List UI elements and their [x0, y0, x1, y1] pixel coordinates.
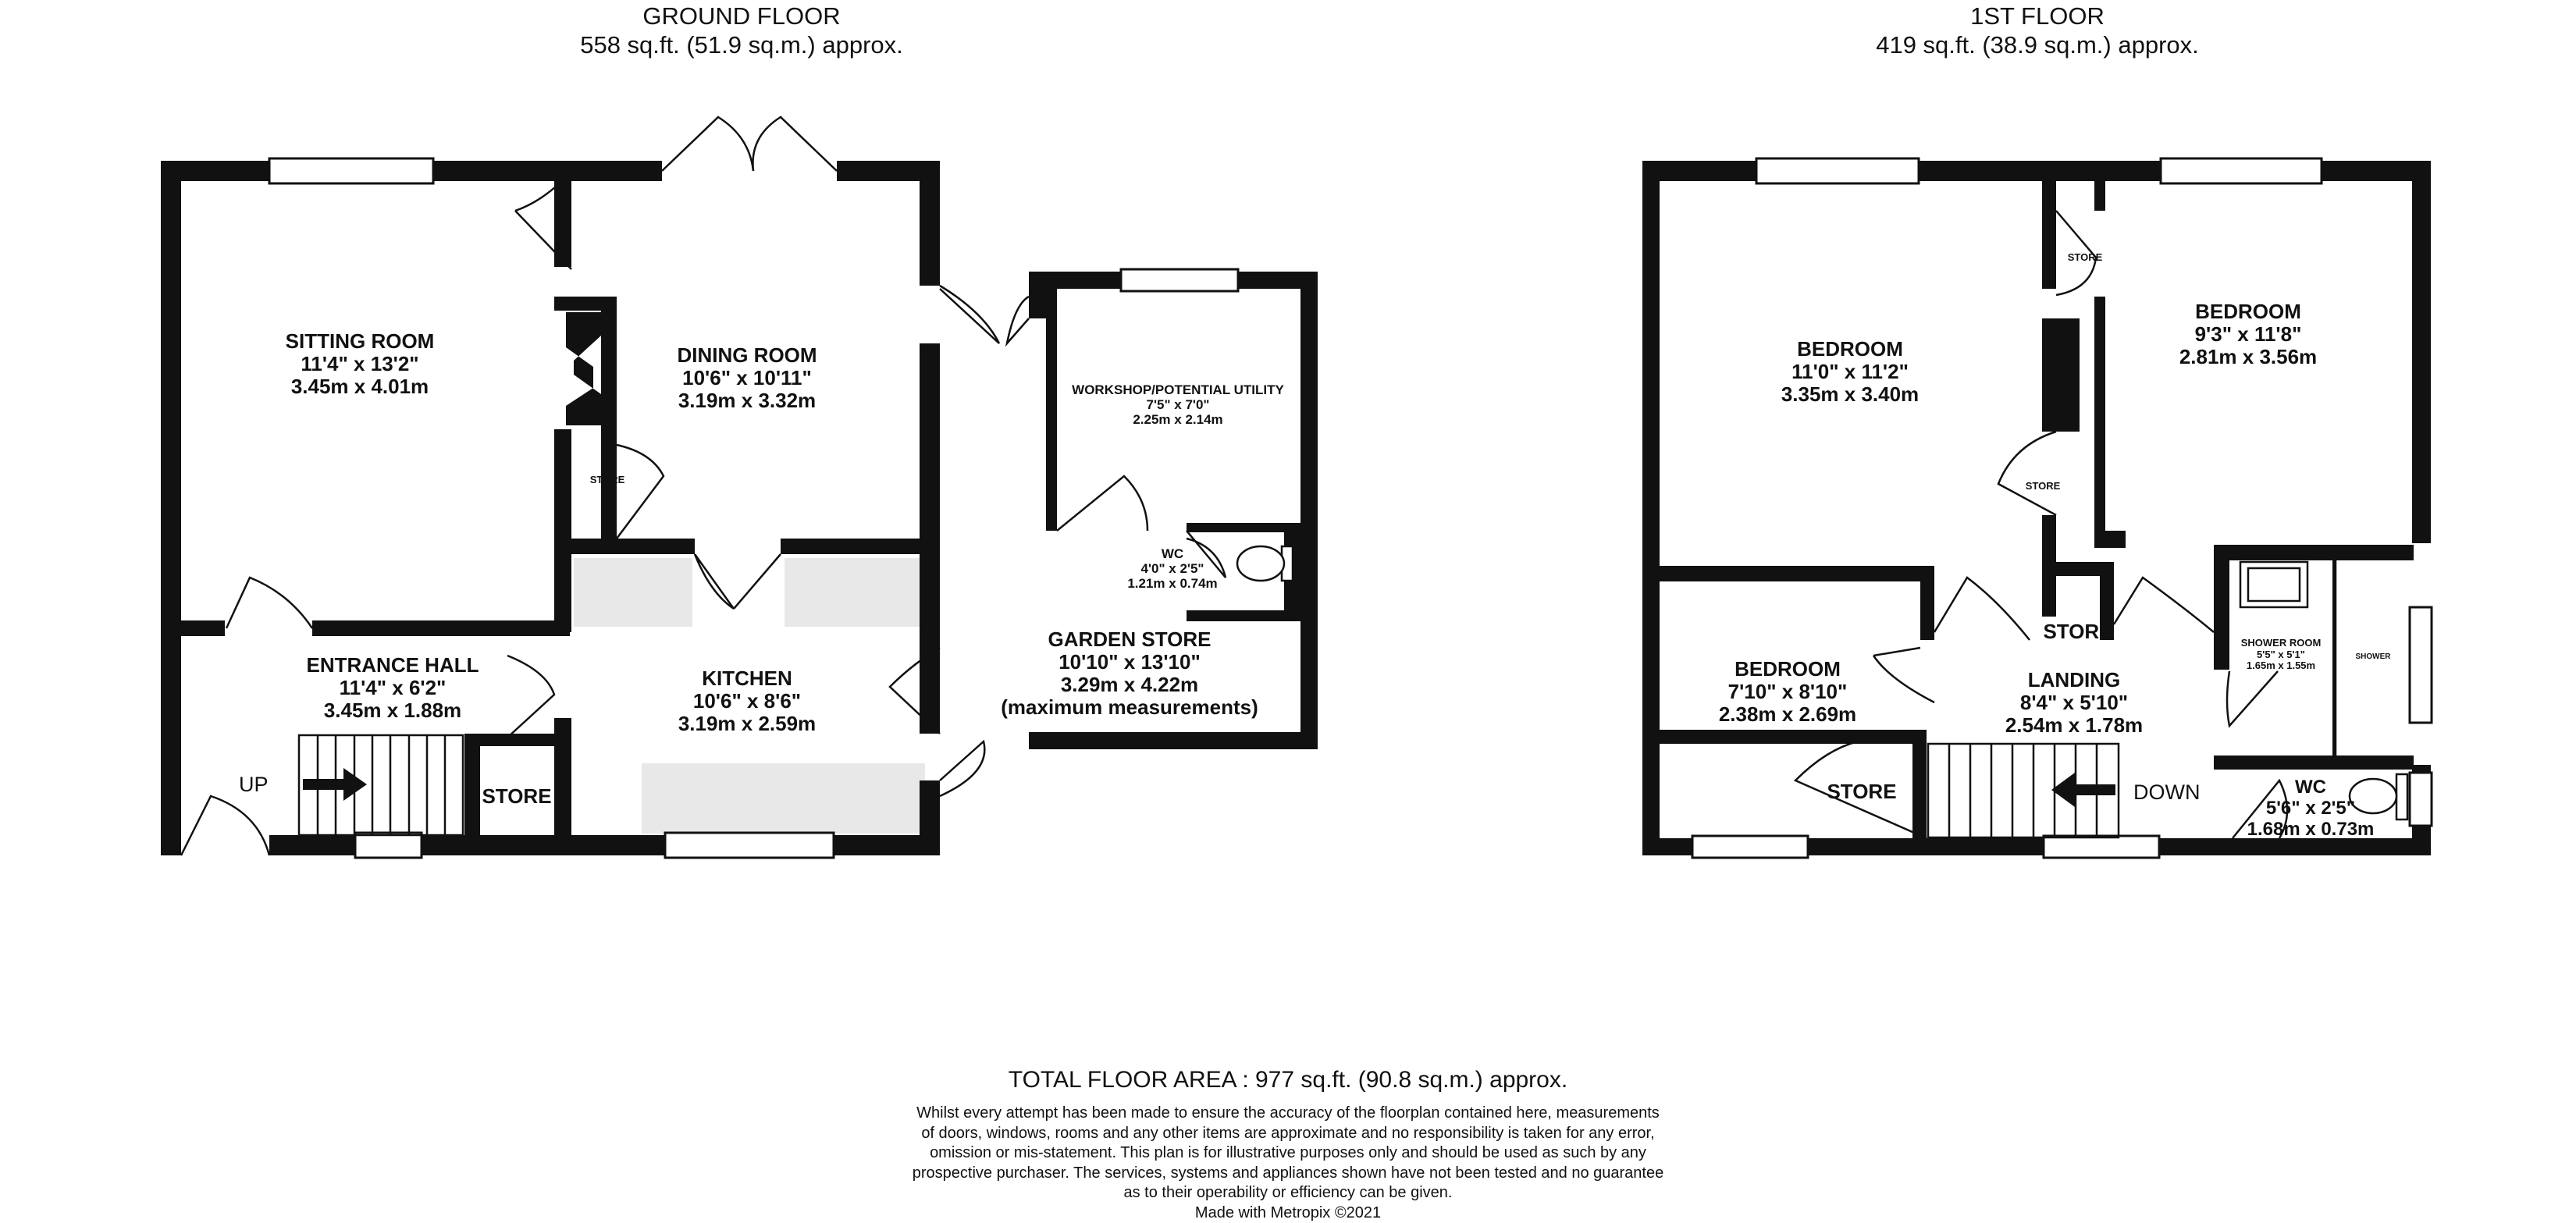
- garden-store-metric: 3.29m x 4.22m: [1001, 674, 1258, 696]
- shower-room-label: [2241, 638, 2322, 672]
- shower-label: [2356, 652, 2391, 661]
- shower-room-name: SHOWER ROOM: [2241, 638, 2322, 649]
- ground-wc-name: WC: [1127, 546, 1217, 561]
- disclaimer-line: omission or mis-statement. This plan is for illustrative purposes only and should be used as such by any: [820, 1143, 1756, 1164]
- metropix-credit: Made with Metropix ©2021: [820, 1203, 1756, 1223]
- first-wc-imperial: 5'6" x 2'5": [2247, 798, 2375, 819]
- shower-name: SHOWER: [2356, 652, 2391, 661]
- garden-store-name: GARDEN STORE: [1001, 628, 1258, 651]
- shower-room-imperial: 5'5" x 5'1": [2241, 649, 2322, 661]
- first-wc-metric: 1.68m x 0.73m: [2247, 819, 2375, 841]
- sitting-room-imperial: 11'4" x 13'2": [286, 353, 435, 375]
- landing-label: [2005, 669, 2143, 737]
- outbuilding-doors: [1007, 297, 1226, 578]
- entrance-hall-name: ENTRANCE HALL: [307, 654, 479, 677]
- disclaimer: [820, 1104, 1756, 1223]
- first-floor-walls: [1642, 161, 2431, 855]
- ground-store-small-name: STORE: [590, 475, 625, 486]
- first-wc-name: WC: [2247, 777, 2375, 798]
- ground-floor-plan: [161, 117, 1318, 858]
- ground-wc-label: [1127, 546, 1217, 591]
- bedroom2-imperial: 9'3" x 11'8": [2179, 323, 2317, 346]
- workshop-name: WORKSHOP/POTENTIAL UTILITY: [1072, 382, 1284, 397]
- disclaimer-line: Whilst every attempt has been made to ensure the accuracy of the floorplan contained here, measurements: [820, 1104, 1756, 1124]
- kitchen-metric: 3.19m x 2.59m: [678, 713, 816, 735]
- ground-store-hall-label: [482, 785, 551, 808]
- kitchen-imperial: 10'6" x 8'6": [678, 690, 816, 713]
- ground-floor-doors: [181, 117, 999, 855]
- bedroom2-metric: 2.81m x 3.56m: [2179, 346, 2317, 368]
- dining-room-imperial: 10'6" x 10'11": [677, 367, 817, 389]
- workshop-metric: 2.25m x 2.14m: [1072, 412, 1284, 427]
- first-floor-area: 419 sq.ft. (38.9 sq.m.) approx.: [1803, 30, 2272, 59]
- bedroom3-metric: 2.38m x 2.69m: [1719, 703, 1856, 726]
- first-wc-label: [2247, 777, 2375, 841]
- bedroom2-label: [2179, 300, 2317, 368]
- disclaimer-line: as to their operability or efficiency can be given.: [820, 1183, 1756, 1203]
- first-store-top-name: STORE: [2068, 252, 2103, 264]
- kitchen-label: [678, 667, 816, 735]
- bedroom1-imperial: 11'0" x 11'2": [1781, 361, 1919, 383]
- entrance-hall-label: [307, 654, 479, 722]
- landing-metric: 2.54m x 1.78m: [2005, 714, 2143, 737]
- ground-floor-title: GROUND FLOOR: [507, 2, 976, 30]
- workshop-imperial: 7'5" x 7'0": [1072, 397, 1284, 412]
- ground-wc-metric: 1.21m x 0.74m: [1127, 576, 1217, 591]
- garden-store-note: (maximum measurements): [1001, 696, 1258, 719]
- ground-store-hall-name: STORE: [482, 785, 551, 808]
- sitting-room-name: SITTING ROOM: [286, 330, 435, 353]
- ground-floor-walls: [161, 161, 940, 855]
- up-label: UP: [239, 773, 269, 797]
- entrance-hall-imperial: 11'4" x 6'2": [307, 677, 479, 699]
- first-store-mid-name: STORE: [2026, 481, 2061, 492]
- bedroom1-name: BEDROOM: [1781, 338, 1919, 361]
- dining-room-metric: 3.19m x 3.32m: [677, 389, 817, 412]
- sitting-room-label: [286, 330, 435, 398]
- bedroom3-label: [1719, 658, 1856, 726]
- down-label: DOWN: [2133, 780, 2200, 805]
- bedroom2-name: BEDROOM: [2179, 300, 2317, 323]
- landing-name: LANDING: [2005, 669, 2143, 691]
- wc-toilet-icon: [1237, 546, 1293, 581]
- garden-store-imperial: 10'10" x 13'10": [1001, 651, 1258, 674]
- garden-store-label: [1001, 628, 1258, 719]
- landing-imperial: 8'4" x 5'10": [2005, 691, 2143, 714]
- first-store-top-label: [2068, 252, 2103, 264]
- shower-room-metric: 1.65m x 1.55m: [2241, 660, 2322, 672]
- first-floor-title: 1ST FLOOR: [1803, 2, 2272, 30]
- bedroom3-name: BEDROOM: [1719, 658, 1856, 681]
- ground-floor-area: 558 sq.ft. (51.9 sq.m.) approx.: [507, 30, 976, 59]
- first-store-mid-label: [2026, 481, 2061, 492]
- disclaimer-line: prospective purchaser. The services, systems and appliances shown have not been tested and no guarantee: [820, 1164, 1756, 1184]
- first-floor-plan: [1642, 158, 2432, 858]
- kitchen-name: KITCHEN: [678, 667, 816, 690]
- first-store-bedroom-name: STORE: [1827, 780, 1896, 803]
- ground-store-small-label: [590, 475, 625, 486]
- dining-room-name: DINING ROOM: [677, 344, 817, 367]
- workshop-label: [1072, 382, 1284, 427]
- sitting-room-metric: 3.45m x 4.01m: [286, 375, 435, 398]
- first-store-landing-name: STORE: [2043, 620, 2112, 643]
- disclaimer-line: of doors, windows, rooms and any other items are approximate and no responsibility is taken for any error,: [820, 1124, 1756, 1144]
- outbuilding-window: [1121, 269, 1238, 291]
- down-arrow-icon: [2051, 773, 2115, 807]
- dining-room-label: [677, 344, 817, 412]
- bedroom1-label: [1781, 338, 1919, 406]
- ground-wc-imperial: 4'0" x 2'5": [1127, 561, 1217, 576]
- bedroom1-metric: 3.35m x 3.40m: [1781, 383, 1919, 406]
- total-floor-area: TOTAL FLOOR AREA : 977 sq.ft. (90.8 sq.m.) approx.: [0, 1067, 2576, 1093]
- bedroom3-imperial: 7'10" x 8'10": [1719, 681, 1856, 703]
- first-store-bedroom-label: [1827, 780, 1896, 803]
- first-store-landing-label: [2043, 620, 2112, 643]
- first-floor-windows: [1692, 158, 2432, 858]
- entrance-hall-metric: 3.45m x 1.88m: [307, 699, 479, 722]
